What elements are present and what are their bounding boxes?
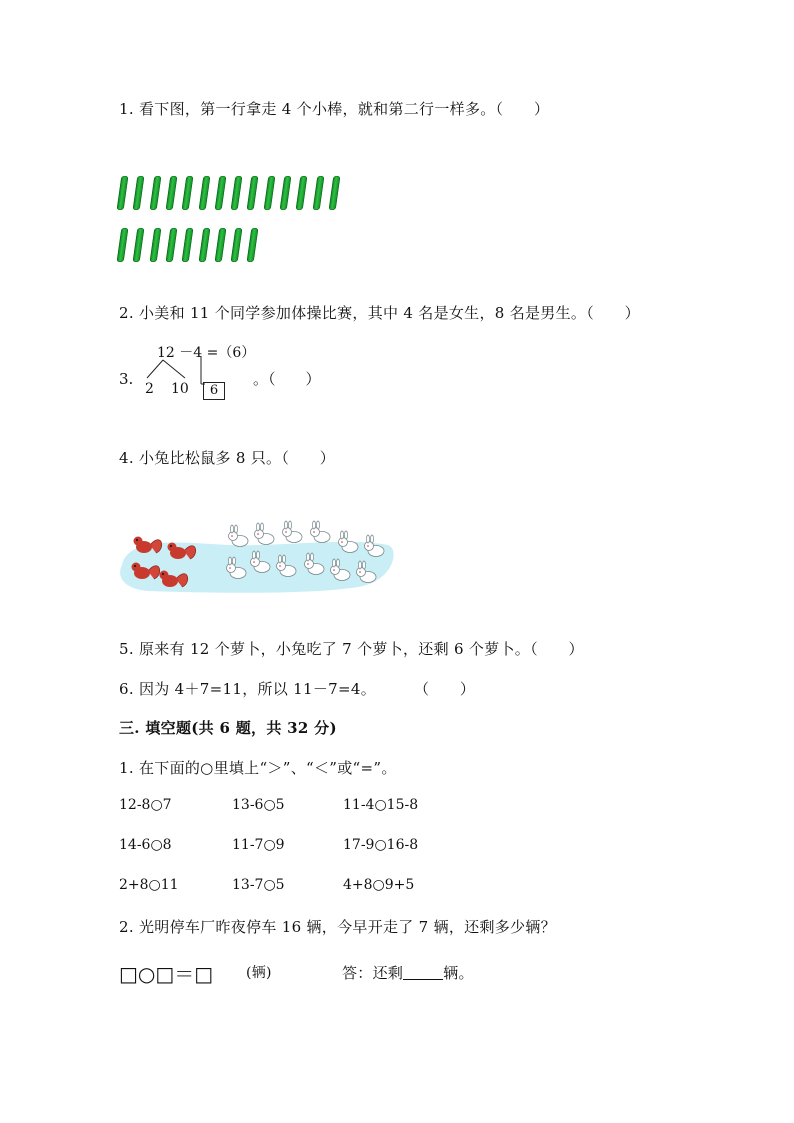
fill-2-formula: □○□＝□ (119, 962, 214, 986)
fill-2-unit: (辆) (246, 965, 272, 981)
squirrel-icon (134, 537, 162, 554)
stick (166, 176, 178, 210)
stick (329, 176, 341, 210)
stick (117, 176, 129, 210)
fill-2-answer-suffix: 辆。 (443, 964, 474, 982)
fill-1-item: 2+8○11 (119, 877, 179, 893)
rabbit-icon (255, 523, 275, 545)
stick (149, 176, 161, 210)
question-3 (119, 340, 419, 410)
rabbit-icon (283, 521, 303, 543)
stick (231, 228, 243, 262)
stick (247, 228, 259, 262)
stick (312, 176, 324, 210)
stick (247, 176, 259, 210)
stick (166, 228, 178, 262)
q3-result-box: 6 (203, 382, 225, 400)
stick (214, 228, 226, 262)
stick (198, 228, 210, 262)
split-lines (141, 358, 201, 380)
fill-2-answer-prefix: 答：还剩 (342, 964, 404, 982)
q3-number: 3. (119, 370, 134, 388)
fill-1-prompt: 1. 在下面的○里填上“＞”、“＜”或“=”。 (119, 759, 397, 777)
section-3-title: 三. 填空题(共 6 题，共 32 分) (119, 719, 337, 737)
fill-2-prompt: 2. 光明停车厂昨夜停车 16 辆，今早开走了 7 辆，还剩多少辆？ (119, 918, 556, 936)
stick (214, 176, 226, 210)
fill-1-item: 13-6○5 (232, 797, 285, 813)
q3-split-left: 2 (145, 381, 154, 397)
fill-1-item: 14-6○8 (119, 837, 172, 853)
fill-1-item: 11-4○15-8 (343, 797, 419, 813)
fill-1-item: 11-7○9 (232, 837, 285, 853)
question-2-text: 2. 小美和 11 个同学参加体操比赛，其中 4 名是女生，8 名是男生。（ ） (119, 304, 640, 322)
stick (182, 176, 194, 210)
rabbit-icon (311, 521, 331, 543)
fill-1-item: 13-7○5 (232, 877, 285, 893)
q3-equation: 12 －4 =（6） (157, 345, 256, 361)
squirrels-and-rabbits-picture (118, 515, 398, 595)
fill-1-item: 12-8○7 (119, 797, 172, 813)
stick (296, 176, 308, 210)
question-6-paren: （ ） (414, 680, 476, 698)
fill-2-answer-blank[interactable] (403, 979, 443, 980)
fill-2-answer (342, 962, 474, 983)
question-1-text: 1. 看下图，第一行拿走 4 个小棒，就和第二行一样多。（ ） (119, 100, 550, 118)
stick (263, 176, 275, 210)
q3-tail: 。（ ） (253, 370, 321, 388)
rabbit-icon (229, 525, 249, 547)
stick (280, 176, 292, 210)
stick (198, 176, 210, 210)
fill-1-item: 17-9○16-8 (343, 837, 419, 853)
stick (182, 228, 194, 262)
stick (149, 228, 161, 262)
question-4-text: 4. 小兔比松鼠多 8 只。（ ） (119, 449, 336, 467)
stick (231, 176, 243, 210)
stick (133, 228, 145, 262)
q3-split-right: 10 (171, 381, 189, 397)
stick (117, 228, 129, 262)
question-6-text: 6. 因为 4＋7=11，所以 11－7=4。 (119, 680, 377, 698)
fill-1-item: 4+8○9+5 (343, 877, 415, 893)
question-5-text: 5. 原来有 12 个萝卜，小兔吃了 7 个萝卜，还剩 6 个萝卜。（ ） (119, 640, 584, 658)
stick (133, 176, 145, 210)
